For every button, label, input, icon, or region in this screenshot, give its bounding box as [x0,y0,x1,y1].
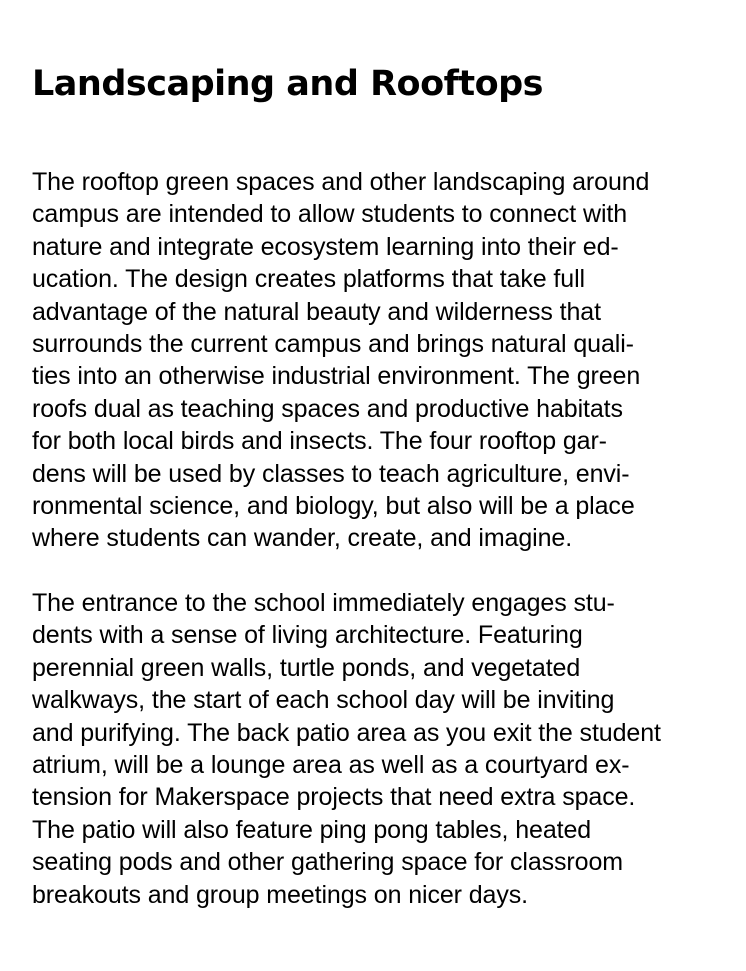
paragraph-rooftops: The rooftop green spaces and other landscaping around campus are intended to allow students to connect with nature and integrate ecosystem learning into their ed- ucation. The design creates platforms that take full advantage of the natural beauty and wilderness that surrounds the current campus and brings natural quali- ties into an otherwise industrial environment. The green roofs dual as teaching spaces and productive habitats for both local birds and insects. The four rooftop gar- dens will be used by classes to teach agriculture, envi- ronmental science, and biology, but also will be a place where students can wander, create, and imagine. [32,168,650,553]
page-title: Landscaping and Rooftops [32,64,544,104]
document-page [32,62,722,911]
paragraph-entrance: The entrance to the school immediately engages stu- dents with a sense of living architecture. Featuring perennial green walls, turtle ponds, and vegetated walkways, the start of each school day will be inviting and purifying. The back patio area as you exit the student atrium, will be a lounge area as well as a courtyard ex- tension for Makerspace projects that need extra space. The patio will also feature ping pong tables, heated seating pods and other gathering space for classroom breakouts and group meetings on nicer days. [32,588,661,909]
